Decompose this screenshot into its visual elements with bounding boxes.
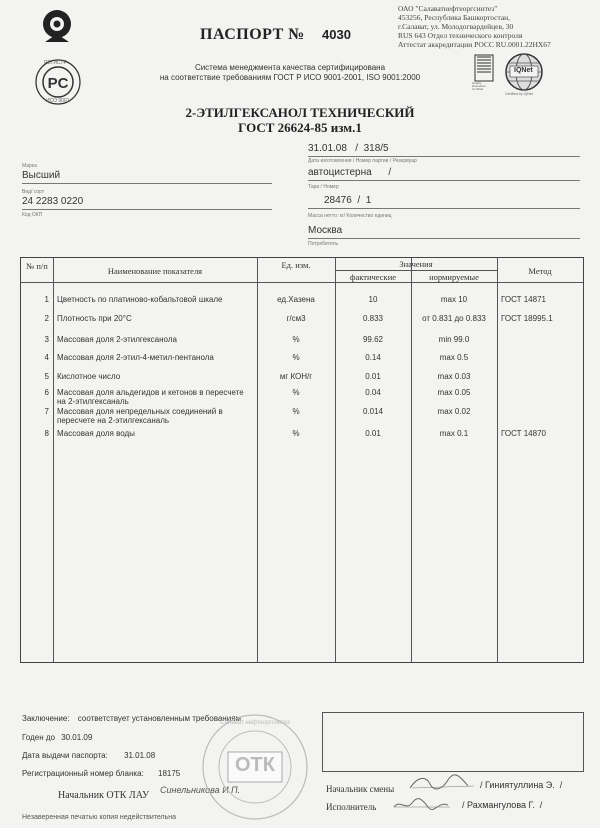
valid-label: Годен до [22,733,55,742]
company-line: 453256, Республика Башкортостан, [398,13,511,22]
qms-statement [130,63,450,83]
header-actual: фактические [349,272,397,282]
row-unit: мг КОН/г [279,372,313,381]
registr-label: РЕГИСТР [44,60,67,66]
row-name: Цветность по платиново-кобальтовой шкале [57,295,223,304]
date-batch-value: 31.01.08 / 318/5 [308,143,580,157]
shift-head-label: Начальник смены [326,784,395,794]
row-num: 8 [44,429,49,438]
company-info [398,4,598,49]
row-name: Плотность при 20°С [57,314,132,323]
iqnet-label: IQNet [514,67,533,74]
shift-signature [408,774,478,792]
row-unit: % [292,407,300,416]
quality-caption: Quality Evaluation Certified [472,81,487,91]
mass-value: 28476 / 1 [308,195,580,209]
iqnet-logo [502,52,546,98]
company-logo [40,8,74,48]
row-unit: ед.Хазена [277,295,315,304]
row-norm: max 0.02 [437,407,471,416]
row-method: ГОСТ 18995.1 [501,314,553,323]
conclusion-value: соответствует установленным требованиям [77,714,242,723]
row-norm: max 0.05 [437,388,471,397]
quality-logo [474,54,494,94]
row-name: Кислотное число [57,372,121,381]
svg-text:PC: PC [47,75,69,92]
otk-head-name: Синельникова И.П. [160,785,241,795]
row-norm: max 0.5 [439,353,469,362]
reg-number [22,769,180,778]
reg-label: Регистрационный номер бланка: [22,769,144,778]
row-unit: г/см3 [286,314,306,323]
row-name: Массовая доля 2-этил-4-метил-пентанола [57,353,214,362]
header-values: Значения [399,259,433,269]
row-method: ГОСТ 14871 [501,295,546,304]
otk-head-label: Начальник ОТК ЛАУ [58,790,150,801]
header-num: № п/п [26,261,48,271]
company-line: Аттестат аккредитации РОСС RU.0001.22НХ67 [398,40,551,49]
okp-label: Код ОКП [22,212,43,218]
issue-date [22,751,155,760]
row-actual: 0.04 [365,388,381,397]
row-name: Массовая доля непредельных соединений в пересчете на 2-этилгексаналь [57,407,223,425]
consumer-value: Москва [308,225,580,239]
row-actual: 10 [368,295,378,304]
product-gost: ГОСТ 26624-85 изм.1 [238,120,362,135]
signature-icon [392,795,452,813]
row-actual: 0.833 [362,314,384,323]
passport-number: 4030 [322,27,351,42]
quality-mark-icon [474,54,494,82]
stamp-ring-text: Салават нефтеоргсинтез [220,720,290,726]
header-unit: Ед. изм. [281,260,311,270]
company-line: г.Салават, ул. Молодогвардейцев, 30 [398,22,514,31]
row-num: 4 [44,353,49,362]
valid-until [22,733,92,742]
row-actual: 0.014 [362,407,384,416]
reg-value: 18175 [158,769,181,778]
stamp-text: ОТК [235,754,275,776]
row-actual: 99.62 [362,335,384,344]
row-unit: % [292,335,300,344]
row-num: 7 [44,407,49,416]
executor-label: Исполнитель [326,802,377,812]
otk-stamp [200,712,310,822]
indicators-table [20,257,584,663]
row-unit: % [292,429,300,438]
iso-label: ИСО 9001 [46,98,70,104]
okp-top-label: Вид/ сорт [22,189,45,195]
tare-value: автоцистерна / [308,167,580,181]
row-unit: % [292,353,300,362]
row-num: 2 [44,314,49,323]
signature-icon [408,774,478,792]
product-title [120,105,480,135]
consumer-label: Потребитель [308,241,339,247]
row-norm: max 0.03 [437,372,471,381]
registr-logo [34,58,82,106]
row-norm: max 10 [440,295,468,304]
grade-value: Высший [22,170,272,184]
valid-value: 30.01.09 [61,733,93,742]
row-actual: 0.01 [365,372,381,381]
grade-label: Марка [22,163,37,169]
mass-label: Масса нетто: кг/ Количество единиц [308,213,392,219]
conclusion-label: Заключение: [22,714,70,723]
row-norm: min 99.0 [438,335,470,344]
company-line: RUS 643 Отдел технического контроля [398,31,523,40]
header-norm: нормируемые [429,272,479,282]
row-actual: 0.14 [365,353,381,362]
row-name: Массовая доля 2-этилгексанола [57,335,177,344]
header-name: Наименование показателя [107,266,203,276]
row-num: 5 [44,372,49,381]
issue-value: 31.01.08 [124,751,156,760]
company-line: ОАО "Салаватнефтеоргсинтез" [398,4,498,13]
executor-signature [392,795,452,813]
executor-name: / Рахмангулова Г. / [462,800,543,810]
iqnet-caption: Certified by IQNet [505,92,533,96]
issue-label: Дата выдачи паспорта: [22,751,108,760]
row-name: Массовая доля альдегидов и кетонов в пересчете на 2-этилгексаналь [57,388,244,406]
tare-label: Тара / Номер [308,184,339,190]
signatures-box [322,712,584,772]
row-name: Массовая доля воды [57,429,135,438]
row-num: 1 [44,295,49,304]
shift-head-name: / Гиниятуллина Э. / [480,780,563,790]
company-logo-icon [40,8,74,48]
qms-line-2: на соответствие требованиям ГОСТ Р ИСО 9001-2001, ISO 9001:2000 [159,73,421,82]
passport-title: ПАСПОРТ № [200,26,305,43]
row-num: 6 [44,388,49,397]
okp-value: 24 2283 0220 [22,196,272,210]
qms-line-1: Система менеджмента качества сертифицирована [194,63,386,72]
date-batch-label: Дата изготовления / Номер партии / Резервуар [308,158,417,164]
product-name: 2-ЭТИЛГЕКСАНОЛ ТЕХНИЧЕСКИЙ [185,105,415,120]
row-num: 3 [44,335,49,344]
row-method: ГОСТ 14870 [501,429,546,438]
row-norm: от 0.831 до 0.833 [422,314,486,323]
row-norm: max 0.1 [439,429,469,438]
header-method: Метод [528,266,552,276]
row-actual: 0.01 [365,429,381,438]
row-unit: % [292,388,300,397]
disclaimer: Незаверенная печатью копия недействительна [22,814,177,821]
